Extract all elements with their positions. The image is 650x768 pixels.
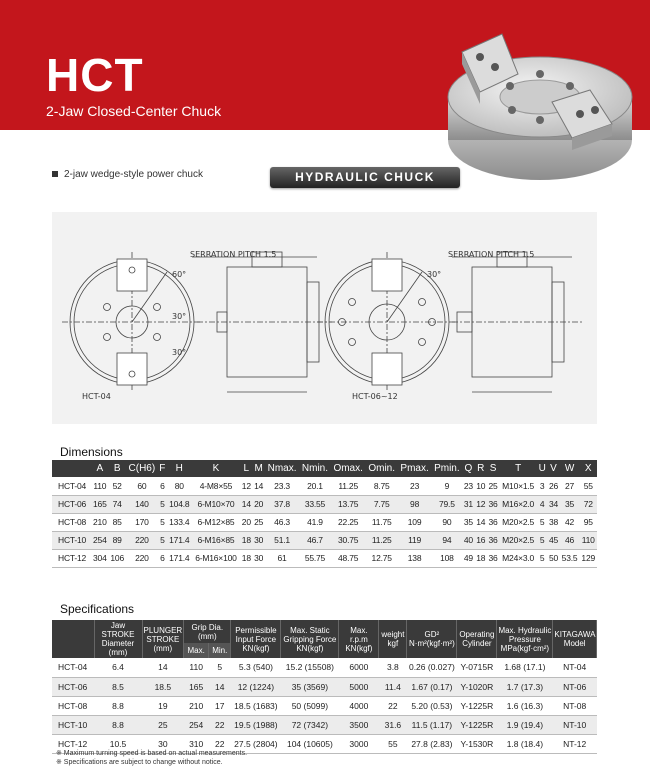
spec-header-grip: Grip Dia. (mm) (184, 620, 231, 643)
dim-value-cell: 36 (487, 549, 499, 567)
spec-value-cell: 22 (209, 734, 231, 753)
spec-value-cell: 17 (209, 696, 231, 715)
dim-value-cell: 25 (487, 477, 499, 495)
dim-header-cell: Omax. (331, 460, 366, 477)
dim-value-cell: 6-M10×70 (192, 495, 240, 513)
dim-value-cell: 6-M12×85 (192, 513, 240, 531)
dim-value-cell: 35 (560, 495, 580, 513)
table-row (52, 531, 597, 549)
dim-value-cell: 8.75 (366, 477, 398, 495)
footnote-speed: ※ Maximum turning speed is based on actual measurements. (56, 750, 248, 757)
spec-header-grip-max: Max. (184, 643, 209, 658)
dim-value-cell: 4-M8×55 (192, 477, 240, 495)
spec-value-cell: NT-06 (553, 677, 597, 696)
dim-header-cell: A (91, 460, 108, 477)
dim-header-cell: Q (462, 460, 474, 477)
footnotes (56, 749, 247, 767)
dim-value-cell: 26 (547, 477, 559, 495)
spec-value-cell: 11.5 (1.17) (407, 715, 457, 734)
spec-value-cell: 1.68 (17.1) (497, 658, 553, 677)
spec-value-cell: 19.5 (1988) (231, 715, 281, 734)
dim-header-cell: Pmin. (432, 460, 463, 477)
dim-value-cell: 5 (537, 531, 547, 549)
dim-value-cell: 94 (432, 531, 463, 549)
specifications-table (52, 620, 597, 754)
spec-value-cell: Y-0715R (457, 658, 497, 677)
dim-value-cell: 18 (240, 549, 252, 567)
dim-value-cell: 33.55 (299, 495, 330, 513)
dim-value-cell: 6 (158, 549, 167, 567)
angle-label-30b: 30° (172, 348, 187, 357)
spec-value-cell: 5.3 (540) (231, 658, 281, 677)
dim-value-cell: 46 (560, 531, 580, 549)
dim-value-cell: 5 (158, 495, 167, 513)
spec-value-cell: 25 (142, 715, 184, 734)
dim-value-cell: 42 (560, 513, 580, 531)
dim-header-cell: F (158, 460, 167, 477)
dim-header-cell: X (579, 460, 597, 477)
spec-value-cell: 1.7 (17.3) (497, 677, 553, 696)
spec-header-cylinder: Operating Cylinder (457, 620, 497, 658)
serration-label-left: SERRATION PITCH 1.5 (190, 250, 277, 259)
dim-value-cell: M20×2.5 (499, 531, 537, 549)
spec-model-cell: HCT-08 (52, 696, 94, 715)
spec-value-cell: Y-1225R (457, 715, 497, 734)
dim-value-cell: 7.75 (366, 495, 398, 513)
chuck-photo (440, 12, 640, 187)
dim-header-cell: K (192, 460, 240, 477)
spec-value-cell: 31.6 (379, 715, 407, 734)
dim-value-cell: 35 (462, 513, 474, 531)
dim-value-cell: 170 (126, 513, 158, 531)
spec-model-cell: HCT-06 (52, 677, 94, 696)
spec-value-cell: 55 (379, 734, 407, 753)
spec-value-cell: 50 (5099) (281, 696, 339, 715)
hydraulic-chuck-badge: HYDRAULIC CHUCK (270, 167, 460, 188)
specifications-title: Specifications (60, 602, 135, 616)
spec-header-weight: weight kgf (379, 620, 407, 658)
dim-model-cell: HCT-04 (52, 477, 91, 495)
dim-header-cell: W (560, 460, 580, 477)
technical-drawing (52, 212, 597, 424)
spec-value-cell: 4000 (339, 696, 379, 715)
dim-value-cell: 18 (475, 549, 487, 567)
dim-value-cell: 5 (158, 513, 167, 531)
dim-value-cell: 3 (537, 477, 547, 495)
spec-value-cell: 3500 (339, 715, 379, 734)
dim-value-cell: 85 (109, 513, 126, 531)
dim-value-cell: 98 (398, 495, 432, 513)
dim-value-cell: 110 (579, 531, 597, 549)
dim-value-cell: 165 (91, 495, 108, 513)
spec-header-kitagawa: KITAGAWA Model (553, 620, 597, 658)
dim-value-cell: 129 (579, 549, 597, 567)
angle-label-30c: 30° (427, 270, 442, 279)
dimensions-table (52, 460, 597, 568)
dim-value-cell: 46.7 (299, 531, 330, 549)
dim-value-cell: M10×1.5 (499, 477, 537, 495)
dim-value-cell: 31 (462, 495, 474, 513)
spec-header-model (52, 620, 94, 658)
spec-value-cell: 8.8 (94, 696, 142, 715)
dim-value-cell: 40 (462, 531, 474, 549)
dim-value-cell: 220 (126, 531, 158, 549)
dim-value-cell: 4 (537, 495, 547, 513)
dim-value-cell: 5 (158, 531, 167, 549)
dim-value-cell: 80 (167, 477, 192, 495)
table-row (52, 549, 597, 567)
dim-value-cell: 55.75 (299, 549, 330, 567)
dim-model-cell: HCT-08 (52, 513, 91, 531)
spec-header-rpm: Max. r.p.m KN(kgf) (339, 620, 379, 658)
spec-value-cell: 1.6 (16.3) (497, 696, 553, 715)
dim-value-cell: 106 (109, 549, 126, 567)
angle-label-60: 60° (172, 270, 187, 279)
dim-value-cell: 72 (579, 495, 597, 513)
dim-value-cell: 12 (475, 495, 487, 513)
spec-value-cell: 11.4 (379, 677, 407, 696)
spec-value-cell: Y-1530R (457, 734, 497, 753)
spec-model-cell: HCT-12 (52, 734, 94, 753)
dim-value-cell: 104.8 (167, 495, 192, 513)
dim-value-cell: 27 (560, 477, 580, 495)
dim-value-cell: 108 (432, 549, 463, 567)
dim-value-cell: 13.75 (331, 495, 366, 513)
table-row (52, 696, 597, 715)
spec-value-cell: NT-10 (553, 715, 597, 734)
dim-value-cell: 12 (240, 477, 252, 495)
spec-value-cell: Y-1225R (457, 696, 497, 715)
dim-model-cell: HCT-06 (52, 495, 91, 513)
dim-header-cell: M (253, 460, 265, 477)
dim-value-cell: 36 (487, 495, 499, 513)
dim-value-cell: 36 (487, 513, 499, 531)
dim-value-cell: 14 (253, 477, 265, 495)
dimensions-title: Dimensions (60, 445, 123, 459)
spec-header-static-force: Max. Static Gripping Force KN(kgf) (281, 620, 339, 658)
dim-value-cell: 95 (579, 513, 597, 531)
dim-value-cell: 6 (158, 477, 167, 495)
dim-value-cell: 37.8 (265, 495, 299, 513)
footnote-change: ※ Specifications are subject to change without notice. (56, 759, 223, 766)
dim-value-cell: 138 (398, 549, 432, 567)
dim-value-cell: 109 (398, 513, 432, 531)
spec-value-cell: NT-12 (553, 734, 597, 753)
drawing-label-hct04: HCT-04 (82, 392, 111, 401)
dim-value-cell: 12.75 (366, 549, 398, 567)
dim-value-cell: 23.3 (265, 477, 299, 495)
spec-value-cell: 5.20 (0.53) (407, 696, 457, 715)
dim-value-cell: 34 (547, 495, 559, 513)
table-row (52, 495, 597, 513)
table-row (52, 677, 597, 696)
spec-value-cell: 15.2 (15508) (281, 658, 339, 677)
dim-header-cell (52, 460, 91, 477)
dim-value-cell: 6-M16×100 (192, 549, 240, 567)
table-row (52, 658, 597, 677)
dim-value-cell: 55 (579, 477, 597, 495)
table-row (52, 715, 597, 734)
dim-header-cell: R (475, 460, 487, 477)
serration-label-right: SERRATION PITCH 1.5 (448, 250, 535, 259)
spec-value-cell: 27.5 (2804) (231, 734, 281, 753)
dim-value-cell: 23 (462, 477, 474, 495)
dim-header-cell: H (167, 460, 192, 477)
dim-value-cell: 38 (547, 513, 559, 531)
dim-value-cell: 51.1 (265, 531, 299, 549)
dim-value-cell: 25 (253, 513, 265, 531)
spec-value-cell: 1.67 (0.17) (407, 677, 457, 696)
spec-value-cell: 14 (142, 658, 184, 677)
spec-model-cell: HCT-10 (52, 715, 94, 734)
dim-value-cell: M24×3.0 (499, 549, 537, 567)
dim-header-cell: Pmax. (398, 460, 432, 477)
table-row (52, 513, 597, 531)
dim-value-cell: 50 (547, 549, 559, 567)
dim-value-cell: 20.1 (299, 477, 330, 495)
spec-value-cell: 10.5 (94, 734, 142, 753)
dim-value-cell: 30.75 (331, 531, 366, 549)
spec-value-cell: 27.8 (2.83) (407, 734, 457, 753)
spec-value-cell: NT-08 (553, 696, 597, 715)
dim-value-cell: 48.75 (331, 549, 366, 567)
spec-value-cell: 110 (184, 658, 209, 677)
spec-value-cell: 104 (10605) (281, 734, 339, 753)
dim-value-cell: 14 (475, 513, 487, 531)
dim-value-cell: 52 (109, 477, 126, 495)
spec-value-cell: 254 (184, 715, 209, 734)
dim-value-cell: 53.5 (560, 549, 580, 567)
spec-value-cell: 5000 (339, 677, 379, 696)
dim-value-cell: 22.25 (331, 513, 366, 531)
dim-value-cell: M16×2.0 (499, 495, 537, 513)
dim-header-cell: Nmax. (265, 460, 299, 477)
angle-label-30a: 30° (172, 312, 187, 321)
dim-value-cell: 89 (109, 531, 126, 549)
spec-value-cell: 5 (209, 658, 231, 677)
spec-value-cell: 310 (184, 734, 209, 753)
dim-value-cell: 16 (475, 531, 487, 549)
dim-value-cell: 11.75 (366, 513, 398, 531)
dim-value-cell: 171.4 (167, 549, 192, 567)
dim-model-cell: HCT-12 (52, 549, 91, 567)
dim-value-cell: 5 (537, 549, 547, 567)
spec-value-cell: 35 (3569) (281, 677, 339, 696)
dim-header-cell: S (487, 460, 499, 477)
spec-value-cell: 12 (1224) (231, 677, 281, 696)
spec-value-cell: 18.5 (142, 677, 184, 696)
dim-value-cell: 110 (91, 477, 108, 495)
dimensions-header-row (52, 460, 597, 477)
drawing-label-hct06-12: HCT-06~12 (352, 392, 398, 401)
dim-value-cell: 220 (126, 549, 158, 567)
dim-value-cell: 90 (432, 513, 463, 531)
spec-header-input-force: Permissible Input Force KN(kgf) (231, 620, 281, 658)
dim-value-cell: 210 (91, 513, 108, 531)
dim-value-cell: 119 (398, 531, 432, 549)
dim-value-cell: 11.25 (366, 531, 398, 549)
dim-value-cell: 45 (547, 531, 559, 549)
spec-value-cell: 18.5 (1683) (231, 696, 281, 715)
spec-value-cell: 30 (142, 734, 184, 753)
dim-value-cell: 36 (487, 531, 499, 549)
dim-value-cell: 41.9 (299, 513, 330, 531)
product-title: HCT (46, 49, 144, 101)
feature-bullet: 2-jaw wedge-style power chuck (52, 169, 203, 180)
table-row (52, 477, 597, 495)
dim-value-cell: 30 (253, 549, 265, 567)
dim-value-cell: 6-M16×85 (192, 531, 240, 549)
dim-header-cell: Nmin. (299, 460, 330, 477)
dim-value-cell: 14 (240, 495, 252, 513)
dim-value-cell: 46.3 (265, 513, 299, 531)
dim-header-cell: U (537, 460, 547, 477)
dim-value-cell: 74 (109, 495, 126, 513)
spec-value-cell: 22 (379, 696, 407, 715)
dim-value-cell: 5 (537, 513, 547, 531)
spec-value-cell: 3000 (339, 734, 379, 753)
dim-header-cell: Omin. (366, 460, 398, 477)
spec-value-cell: NT-04 (553, 658, 597, 677)
spec-value-cell: 0.26 (0.027) (407, 658, 457, 677)
dim-value-cell: 30 (253, 531, 265, 549)
dim-value-cell: 304 (91, 549, 108, 567)
spec-value-cell: 210 (184, 696, 209, 715)
dim-header-cell: B (109, 460, 126, 477)
spec-header-plunger: PLUNGER STROKE (mm) (142, 620, 184, 658)
product-subtitle: 2-Jaw Closed-Center Chuck (46, 103, 222, 119)
spec-value-cell: 14 (209, 677, 231, 696)
spec-value-cell: 22 (209, 715, 231, 734)
dim-value-cell: 171.4 (167, 531, 192, 549)
drawing-svg (52, 212, 597, 424)
dim-value-cell: 60 (126, 477, 158, 495)
dim-value-cell: 18 (240, 531, 252, 549)
spec-value-cell: 8.5 (94, 677, 142, 696)
dim-header-cell: T (499, 460, 537, 477)
spec-value-cell: Y-1020R (457, 677, 497, 696)
spec-model-cell: HCT-04 (52, 658, 94, 677)
dim-value-cell: 133.4 (167, 513, 192, 531)
dim-header-cell: L (240, 460, 252, 477)
dim-value-cell: 140 (126, 495, 158, 513)
spec-header-gd2: GD² N·m²(kgf·m²) (407, 620, 457, 658)
spec-value-cell: 72 (7342) (281, 715, 339, 734)
spec-value-cell: 6.4 (94, 658, 142, 677)
dim-value-cell: 20 (240, 513, 252, 531)
spec-value-cell: 165 (184, 677, 209, 696)
dim-value-cell: 23 (398, 477, 432, 495)
dim-value-cell: 254 (91, 531, 108, 549)
spec-value-cell: 1.9 (19.4) (497, 715, 553, 734)
dim-header-cell: C(H6) (126, 460, 158, 477)
dim-value-cell: 79.5 (432, 495, 463, 513)
dim-value-cell: 9 (432, 477, 463, 495)
dim-value-cell: 11.25 (331, 477, 366, 495)
dim-model-cell: HCT-10 (52, 531, 91, 549)
spec-header-grip-min: Min. (209, 643, 231, 658)
dim-value-cell: 61 (265, 549, 299, 567)
spec-value-cell: 6000 (339, 658, 379, 677)
spec-value-cell: 8.8 (94, 715, 142, 734)
spec-header-jaw-stroke: Jaw STROKE Diameter (mm) (94, 620, 142, 658)
dim-header-cell: V (547, 460, 559, 477)
dim-value-cell: M20×2.5 (499, 513, 537, 531)
spec-value-cell: 1.8 (18.4) (497, 734, 553, 753)
spec-value-cell: 3.8 (379, 658, 407, 677)
spec-header-pressure: Max. Hydraulic Pressure MPa(kgf·cm²) (497, 620, 553, 658)
dim-value-cell: 20 (253, 495, 265, 513)
dim-value-cell: 10 (475, 477, 487, 495)
spec-value-cell: 19 (142, 696, 184, 715)
dim-value-cell: 49 (462, 549, 474, 567)
